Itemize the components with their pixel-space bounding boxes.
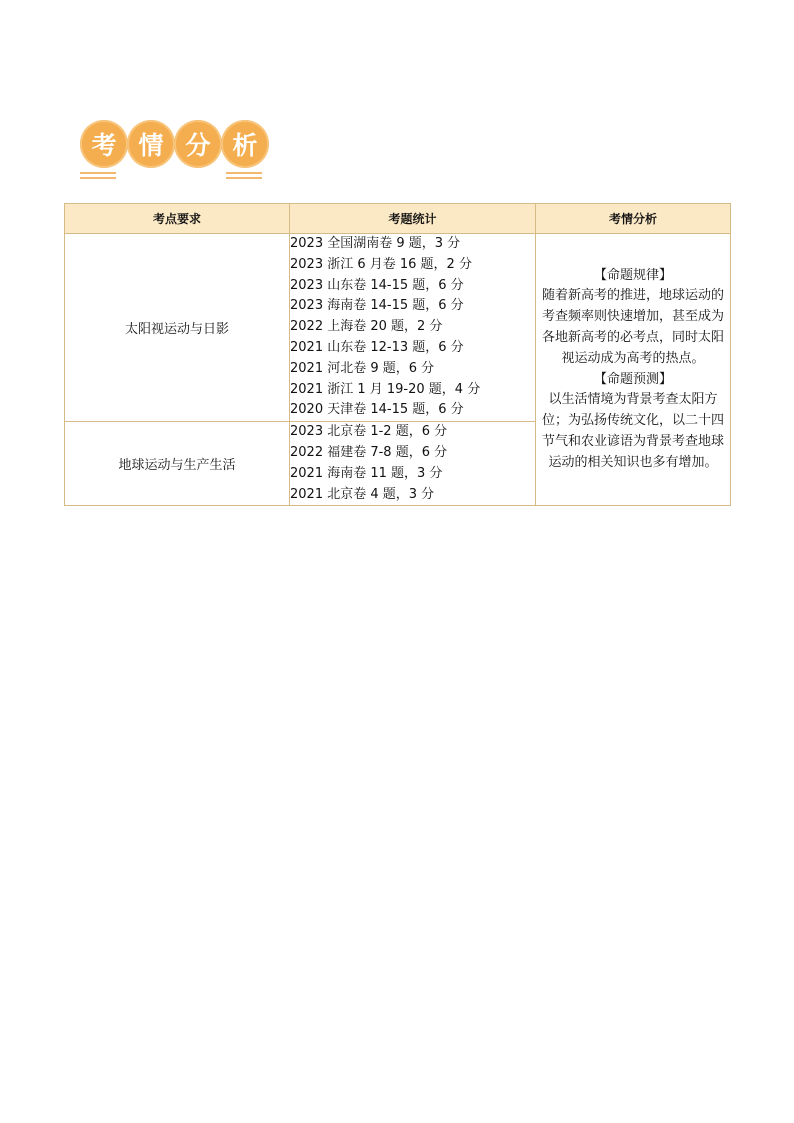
badge-char-1: 考 xyxy=(80,120,128,168)
stat-line: 2023 山东卷 14-15 题，6 分 xyxy=(290,277,464,293)
col-header-topic: 考点要求 xyxy=(65,204,290,234)
stat-line: 2022 福建卷 7-8 题，6 分 xyxy=(290,444,448,460)
col-header-analysis: 考情分析 xyxy=(536,204,731,234)
stat-line: 2021 山东卷 12-13 题，6 分 xyxy=(290,339,464,355)
forecast-heading: 【命题预测】 xyxy=(593,371,672,387)
col-header-stats: 考题统计 xyxy=(290,204,536,234)
topic-cell: 太阳视运动与日影 xyxy=(65,234,290,422)
badge-decor-line xyxy=(226,177,262,179)
stat-line: 2023 北京卷 1-2 题，6 分 xyxy=(290,424,448,440)
table-header-row xyxy=(65,204,731,234)
table-row xyxy=(65,234,731,422)
stat-line: 2023 全国湖南卷 9 题，3 分 xyxy=(290,236,461,251)
badge-decor-line xyxy=(226,172,262,174)
forecast-text: 以生活情境为背景考查太阳方位；为弘扬传统文化，以二十四节气和农业谚语为背景考查地球运动的相关知识也多有增加。 xyxy=(541,392,724,470)
rule-heading: 【命题规律】 xyxy=(593,267,672,283)
stats-cell xyxy=(290,234,536,422)
analysis-cell xyxy=(536,234,731,506)
section-title-badge xyxy=(74,114,274,184)
stat-line: 2023 海南卷 14-15 题，6 分 xyxy=(290,298,464,314)
stat-line: 2021 海南卷 11 题，3 分 xyxy=(290,465,443,481)
stat-line: 2021 河北卷 9 题，6 分 xyxy=(290,360,435,376)
exam-analysis-table xyxy=(64,203,731,506)
badge-char-3: 分 xyxy=(174,120,222,168)
stat-line: 2022 上海卷 20 题，2 分 xyxy=(290,319,443,335)
badge-char-2: 情 xyxy=(127,120,175,168)
badge-char-4: 析 xyxy=(221,120,269,168)
stat-line: 2023 浙江 6 月卷 16 题，2 分 xyxy=(290,256,472,272)
topic-cell: 地球运动与生产生活 xyxy=(65,422,290,506)
badge-decor-line xyxy=(80,177,116,179)
stat-line: 2021 北京卷 4 题，3 分 xyxy=(290,486,435,502)
stat-line: 2021 浙江 1 月 19-20 题，4 分 xyxy=(290,381,481,397)
badge-decor-line xyxy=(80,172,116,174)
rule-text: 随着新高考的推进，地球运动的考查频率则快速增加，甚至成为各地新高考的必考点，同时太阳视运动成为高考的热点。 xyxy=(541,288,724,366)
stats-cell xyxy=(290,422,536,506)
stat-line: 2020 天津卷 14-15 题，6 分 xyxy=(290,402,464,418)
